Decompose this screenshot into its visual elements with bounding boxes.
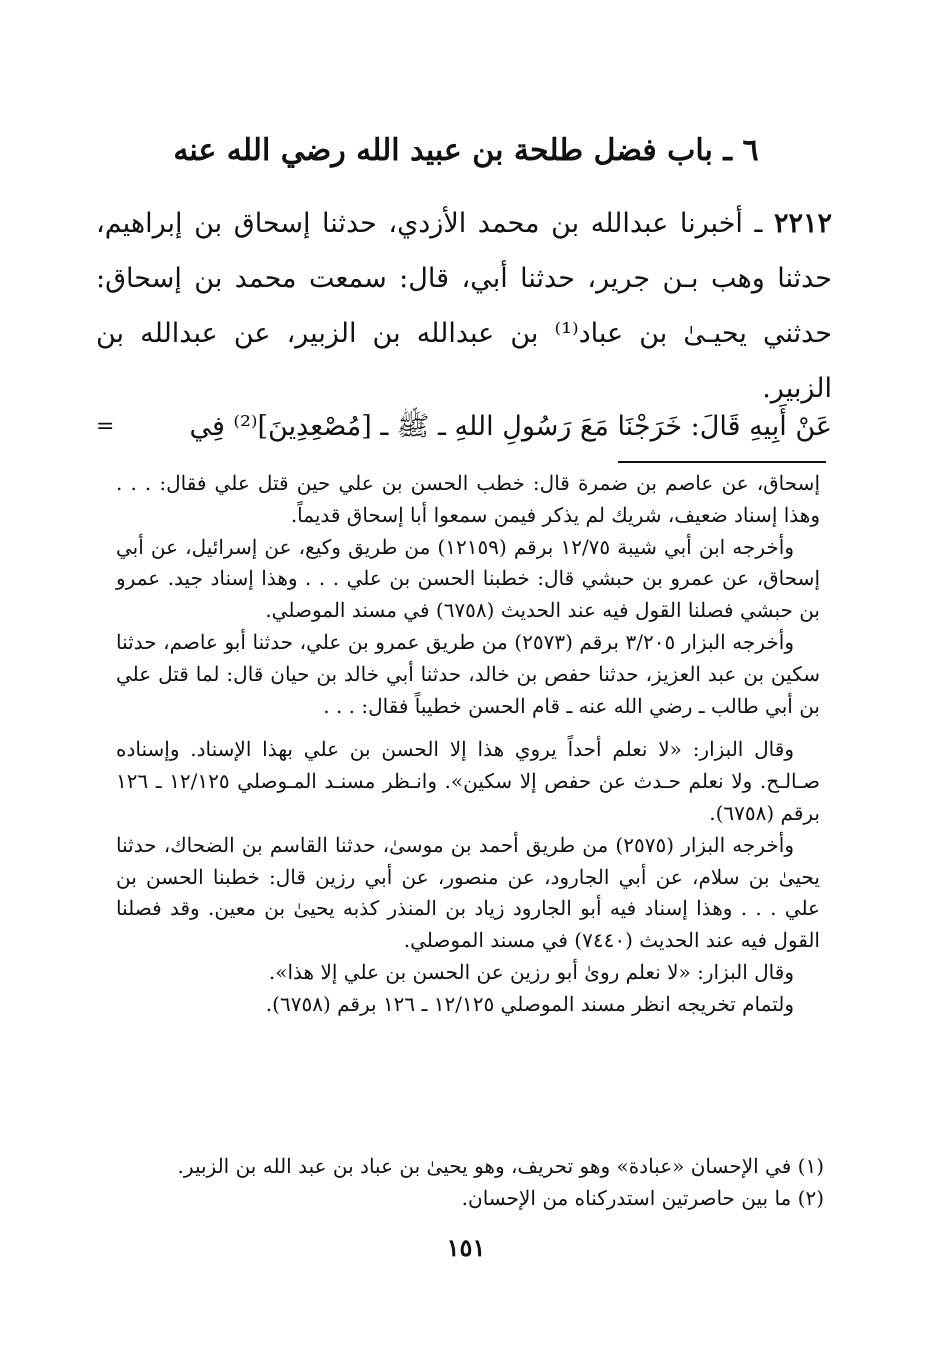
- commentary-paragraph: ولتمام تخريجه انظر مسند الموصلي ١٢/١٢٥ ـ ١٢٦ برقم (٦٧٥٨).: [265, 991, 794, 1016]
- hadith-number: ٢٢١٢: [773, 208, 832, 239]
- footnotes-section: [116, 1150, 824, 1214]
- commentary-paragraph: وقال البزار: «لا نعلم روىٰ أبو رزين عن الحسن بن علي إلا هذا».: [268, 959, 794, 984]
- commentary-section: [116, 468, 820, 1021]
- hadith-continuation-line: [96, 402, 832, 452]
- hadith-continuation: عَنْ أَبِيهِ قَالَ: خَرَجْنَا مَعَ رَسُولِ اللهِ ـ ﷺ ـ [مُصْعِدِينَ]⁽²⁾ فِي: [189, 411, 832, 442]
- continuation-marker: =: [96, 414, 115, 439]
- commentary-paragraph: وأخرجه البزار ٣/٢٠٥ برقم (٢٥٧٣) من طريق عمرو بن علي، حدثنا أبو عاصم، حدثنا سكين بن عبد العزيز، حدثنا حفص بن خالد، حدثنا أبي خالد بن حيان قال: لما قتل علي بن أبي طالب ـ رضي الله عنه ـ قام الحسن خطيباً فقال: . . .: [116, 629, 820, 718]
- commentary-paragraph: وقال البزار: «لا نعلم أحداً يروي هذا إلا الحسن بن علي بهذا الإسناد. وإسناده صـالـح. ولا نعلم حـدث عن حفص إلا سكين». وانـظر مسنـد المـوصلي ١٢/١٢٥ ـ ١٢٦ برقم (٦٧٥٨).: [116, 737, 820, 825]
- hadith-body: ـ أخبرنا عبدالله بن محمد الأزدي، حدثنا إسحاق بن إبراهيم، حدثنا وهب بـن جرير، حدثنا أبي، قال: سمعت محمد بن إسحاق: حدثني يحيـىٰ بن عباد⁽¹⁾ بن عبدالله بن الزبير، عن عبدالله بن الزبير.: [96, 208, 832, 404]
- hadith-text: [96, 196, 832, 416]
- commentary-paragraph: وأخرجه البزار (٢٥٧٥) من طريق أحمد بن موسىٰ، حدثنا القاسم بن الضحاك، حدثنا يحيىٰ بن سلام، عن أبي الجارود، عن منصور، عن أبي رزين قال: خطبنا الحسن بن علي . . . وهذا إسناد فيه أبو الجارود زياد بن المنذر كذبه يحيىٰ بن معين. وقد فصلنا القول فيه عند الحديث (٧٤٤٠) في مسند الموصلي.: [116, 832, 820, 953]
- chapter-title: ٦ ـ باب فضل طلحة بن عبيد الله رضي الله عنه: [173, 133, 759, 168]
- commentary-paragraph: إسحاق، عن عاصم بن ضمرة قال: خطب الحسن بن علي حين قتل علي فقال: . . . وهذا إسناد ضعيف، شريك لم يذكر فيمن سمعوا أبا إسحاق قديماً.: [116, 471, 820, 527]
- footnote-2: (٢) ما بين حاصرتين استدركناه من الإحسان.: [461, 1186, 824, 1210]
- footnote-1: (١) في الإحسان «عبادة» وهو تحريف، وهو يحيىٰ بن عباد بن عبد الله بن الزبير.: [177, 1154, 824, 1178]
- footnote-separator: [618, 461, 826, 463]
- page-number: ١٥١: [446, 1233, 486, 1262]
- commentary-paragraph: وأخرجه ابن أبي شيبة ١٢/٧٥ برقم (١٢١٥٩) من طريق وكيع، عن إسرائيل، عن أبي إسحاق، عن عمرو بن حبشي قال: خطبنا الحسن بن علي . . . وهذا إسناد جيد. عمرو بن حبشي فصلنا القول فيه عند الحديث (٦٧٥٨) في مسند الموصلي.: [116, 534, 820, 623]
